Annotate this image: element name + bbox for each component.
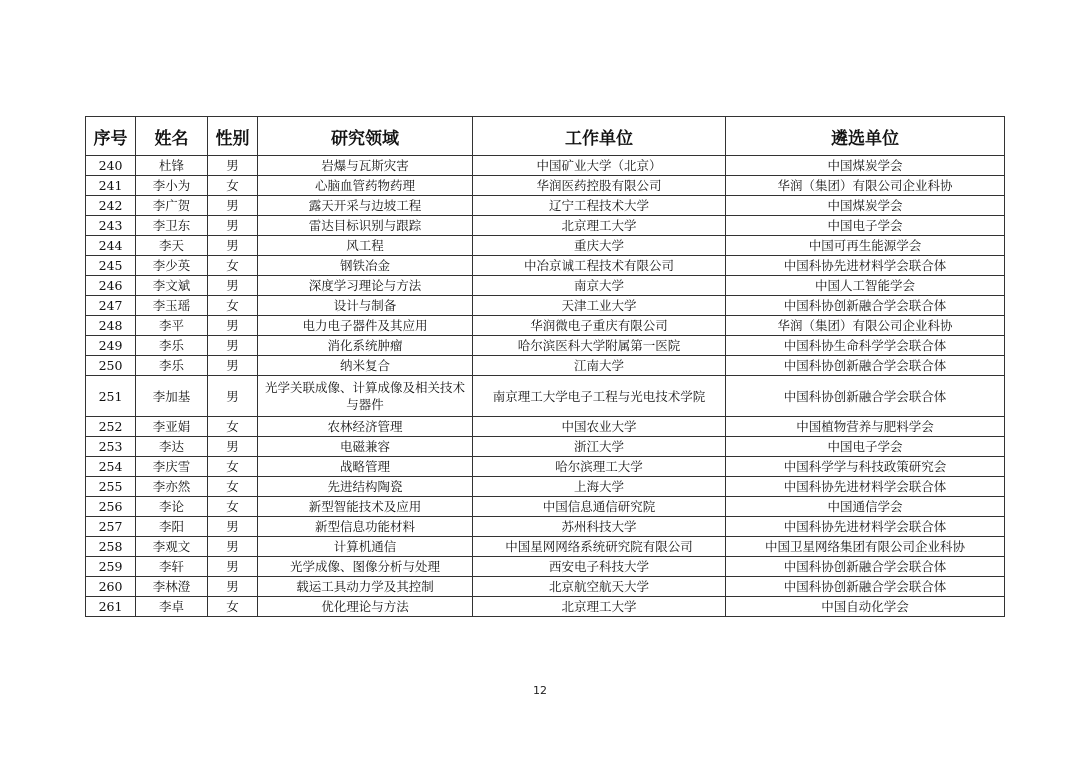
cell-research-field: 设计与制备 (258, 296, 473, 316)
cell-selection-unit: 华润（集团）有限公司企业科协 (726, 316, 1005, 336)
table-row (86, 497, 1005, 517)
cell-selection-unit: 中国通信学会 (726, 497, 1005, 517)
header-research-field: 研究领域 (258, 117, 473, 156)
cell-name: 李文斌 (136, 276, 208, 296)
cell-name: 李卫东 (136, 216, 208, 236)
cell-work-unit: 上海大学 (473, 477, 726, 497)
cell-research-field: 纳米复合 (258, 356, 473, 376)
table-row (86, 477, 1005, 497)
cell-gender: 男 (208, 276, 258, 296)
cell-research-field: 先进结构陶瓷 (258, 477, 473, 497)
cell-work-unit: 中冶京诚工程技术有限公司 (473, 256, 726, 276)
table-row (86, 457, 1005, 477)
cell-name: 李庆雪 (136, 457, 208, 477)
cell-index: 260 (86, 577, 136, 597)
cell-gender: 男 (208, 216, 258, 236)
cell-work-unit: 中国信息通信研究院 (473, 497, 726, 517)
header-gender: 性别 (208, 117, 258, 156)
table-row (86, 417, 1005, 437)
cell-gender: 女 (208, 597, 258, 617)
cell-gender: 女 (208, 176, 258, 196)
cell-index: 256 (86, 497, 136, 517)
cell-name: 李乐 (136, 356, 208, 376)
cell-work-unit: 浙江大学 (473, 437, 726, 457)
roster-table (85, 116, 1005, 617)
cell-research-field: 光学成像、图像分析与处理 (258, 557, 473, 577)
cell-work-unit: 辽宁工程技术大学 (473, 196, 726, 216)
table-row (86, 296, 1005, 316)
cell-selection-unit: 中国科协先进材料学会联合体 (726, 256, 1005, 276)
cell-name: 李亚娟 (136, 417, 208, 437)
cell-work-unit: 苏州科技大学 (473, 517, 726, 537)
cell-selection-unit: 中国科协创新融合学会联合体 (726, 376, 1005, 417)
cell-gender: 男 (208, 236, 258, 256)
cell-selection-unit: 中国科协创新融合学会联合体 (726, 577, 1005, 597)
cell-research-field: 消化系统肿瘤 (258, 336, 473, 356)
cell-selection-unit: 中国科协创新融合学会联合体 (726, 296, 1005, 316)
cell-research-field: 农林经济管理 (258, 417, 473, 437)
cell-work-unit: 哈尔滨医科大学附属第一医院 (473, 336, 726, 356)
cell-name: 李达 (136, 437, 208, 457)
cell-selection-unit: 中国煤炭学会 (726, 156, 1005, 176)
cell-research-field: 心脑血管药物药理 (258, 176, 473, 196)
cell-gender: 男 (208, 577, 258, 597)
table-header (86, 117, 1005, 156)
cell-gender: 男 (208, 336, 258, 356)
cell-gender: 男 (208, 557, 258, 577)
cell-research-field: 钢铁冶金 (258, 256, 473, 276)
cell-gender: 女 (208, 417, 258, 437)
cell-name: 李平 (136, 316, 208, 336)
cell-name: 李论 (136, 497, 208, 517)
cell-selection-unit: 中国科学学与科技政策研究会 (726, 457, 1005, 477)
table-row (86, 316, 1005, 336)
cell-research-field: 深度学习理论与方法 (258, 276, 473, 296)
cell-name: 李少英 (136, 256, 208, 276)
cell-research-field: 战略管理 (258, 457, 473, 477)
cell-index: 249 (86, 336, 136, 356)
table-row (86, 256, 1005, 276)
table-row (86, 597, 1005, 617)
cell-selection-unit: 中国科协先进材料学会联合体 (726, 517, 1005, 537)
table-row (86, 517, 1005, 537)
header-row (86, 117, 1005, 156)
cell-index: 248 (86, 316, 136, 336)
cell-gender: 男 (208, 316, 258, 336)
cell-selection-unit: 中国科协先进材料学会联合体 (726, 477, 1005, 497)
cell-index: 244 (86, 236, 136, 256)
cell-research-field: 光学关联成像、计算成像及相关技术与器件 (258, 376, 473, 417)
cell-name: 李天 (136, 236, 208, 256)
cell-research-field: 露天开采与边坡工程 (258, 196, 473, 216)
table-body (86, 156, 1005, 617)
cell-selection-unit: 中国科协创新融合学会联合体 (726, 356, 1005, 376)
cell-index: 241 (86, 176, 136, 196)
cell-name: 杜锋 (136, 156, 208, 176)
cell-selection-unit: 中国电子学会 (726, 216, 1005, 236)
cell-gender: 男 (208, 376, 258, 417)
header-index: 序号 (86, 117, 136, 156)
cell-research-field: 电力电子器件及其应用 (258, 316, 473, 336)
table-row (86, 376, 1005, 417)
cell-index: 261 (86, 597, 136, 617)
cell-index: 255 (86, 477, 136, 497)
table-row (86, 276, 1005, 296)
cell-name: 李观文 (136, 537, 208, 557)
cell-index: 251 (86, 376, 136, 417)
cell-selection-unit: 中国煤炭学会 (726, 196, 1005, 216)
cell-index: 242 (86, 196, 136, 216)
cell-selection-unit: 华润（集团）有限公司企业科协 (726, 176, 1005, 196)
cell-name: 李阳 (136, 517, 208, 537)
cell-name: 李广贺 (136, 196, 208, 216)
cell-work-unit: 南京理工大学电子工程与光电技术学院 (473, 376, 726, 417)
table-row (86, 176, 1005, 196)
cell-index: 240 (86, 156, 136, 176)
cell-index: 257 (86, 517, 136, 537)
table-row (86, 537, 1005, 557)
cell-selection-unit: 中国科协生命科学学会联合体 (726, 336, 1005, 356)
cell-selection-unit: 中国可再生能源学会 (726, 236, 1005, 256)
cell-work-unit: 中国农业大学 (473, 417, 726, 437)
header-name: 姓名 (136, 117, 208, 156)
cell-name: 李乐 (136, 336, 208, 356)
table-row (86, 437, 1005, 457)
cell-selection-unit: 中国植物营养与肥料学会 (726, 417, 1005, 437)
cell-index: 245 (86, 256, 136, 276)
cell-work-unit: 中国矿业大学（北京） (473, 156, 726, 176)
cell-name: 李小为 (136, 176, 208, 196)
cell-work-unit: 哈尔滨理工大学 (473, 457, 726, 477)
cell-work-unit: 江南大学 (473, 356, 726, 376)
cell-selection-unit: 中国电子学会 (726, 437, 1005, 457)
cell-index: 243 (86, 216, 136, 236)
cell-work-unit: 华润微电子重庆有限公司 (473, 316, 726, 336)
cell-work-unit: 中国星网网络系统研究院有限公司 (473, 537, 726, 557)
table-row (86, 236, 1005, 256)
cell-index: 252 (86, 417, 136, 437)
table-row (86, 156, 1005, 176)
cell-index: 259 (86, 557, 136, 577)
cell-index: 246 (86, 276, 136, 296)
cell-gender: 女 (208, 457, 258, 477)
cell-index: 253 (86, 437, 136, 457)
cell-name: 李轩 (136, 557, 208, 577)
cell-gender: 男 (208, 537, 258, 557)
cell-research-field: 风工程 (258, 236, 473, 256)
cell-name: 李林澄 (136, 577, 208, 597)
page-number: 12 (533, 684, 547, 697)
cell-selection-unit: 中国人工智能学会 (726, 276, 1005, 296)
table-row (86, 216, 1005, 236)
table-row (86, 356, 1005, 376)
cell-index: 250 (86, 356, 136, 376)
cell-selection-unit: 中国自动化学会 (726, 597, 1005, 617)
cell-name: 李加基 (136, 376, 208, 417)
cell-gender: 男 (208, 437, 258, 457)
cell-index: 254 (86, 457, 136, 477)
cell-research-field: 计算机通信 (258, 537, 473, 557)
cell-work-unit: 北京理工大学 (473, 597, 726, 617)
header-work-unit: 工作单位 (473, 117, 726, 156)
table-row (86, 196, 1005, 216)
cell-work-unit: 北京航空航天大学 (473, 577, 726, 597)
cell-work-unit: 北京理工大学 (473, 216, 726, 236)
cell-research-field: 载运工具动力学及其控制 (258, 577, 473, 597)
cell-work-unit: 南京大学 (473, 276, 726, 296)
cell-work-unit: 重庆大学 (473, 236, 726, 256)
table-row (86, 577, 1005, 597)
cell-selection-unit: 中国科协创新融合学会联合体 (726, 557, 1005, 577)
table-row (86, 336, 1005, 356)
cell-gender: 男 (208, 156, 258, 176)
cell-work-unit: 西安电子科技大学 (473, 557, 726, 577)
cell-research-field: 雷达目标识别与跟踪 (258, 216, 473, 236)
cell-work-unit: 天津工业大学 (473, 296, 726, 316)
cell-research-field: 新型信息功能材料 (258, 517, 473, 537)
cell-name: 李亦然 (136, 477, 208, 497)
cell-gender: 男 (208, 356, 258, 376)
table-row (86, 557, 1005, 577)
cell-research-field: 岩爆与瓦斯灾害 (258, 156, 473, 176)
cell-gender: 女 (208, 296, 258, 316)
cell-research-field: 优化理论与方法 (258, 597, 473, 617)
cell-gender: 男 (208, 196, 258, 216)
cell-gender: 女 (208, 497, 258, 517)
cell-name: 李玉瑶 (136, 296, 208, 316)
cell-gender: 男 (208, 517, 258, 537)
cell-index: 247 (86, 296, 136, 316)
header-selection-unit: 遴选单位 (726, 117, 1005, 156)
cell-work-unit: 华润医药控股有限公司 (473, 176, 726, 196)
cell-gender: 女 (208, 477, 258, 497)
cell-research-field: 电磁兼容 (258, 437, 473, 457)
cell-name: 李卓 (136, 597, 208, 617)
cell-index: 258 (86, 537, 136, 557)
cell-selection-unit: 中国卫星网络集团有限公司企业科协 (726, 537, 1005, 557)
cell-gender: 女 (208, 256, 258, 276)
cell-research-field: 新型智能技术及应用 (258, 497, 473, 517)
